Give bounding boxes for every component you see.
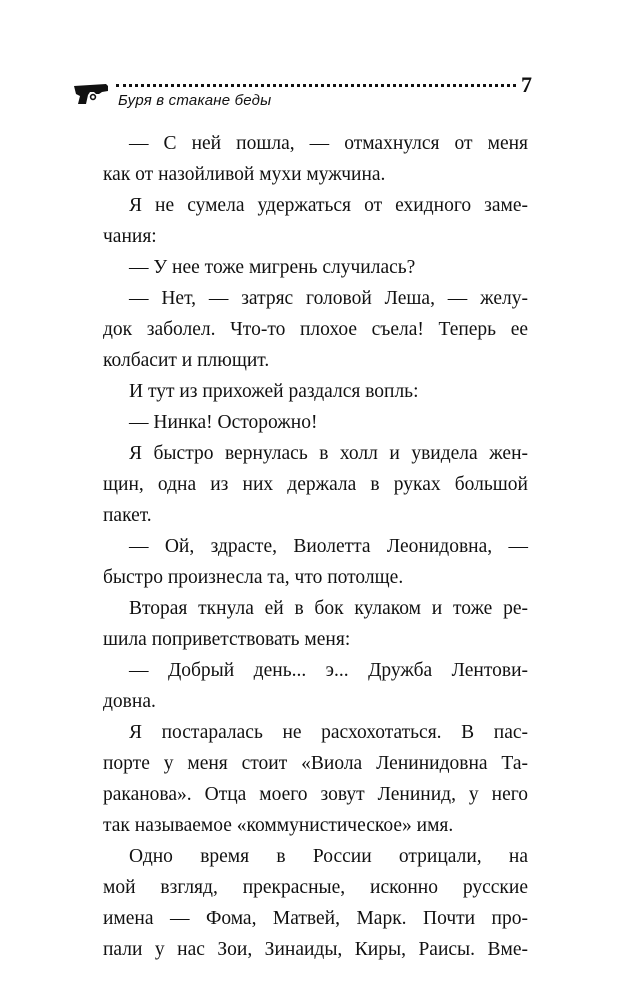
text-line: — У нее тоже мигрень случилась? (129, 257, 416, 278)
text-line: Я постаралась не расхохотаться. В пас- (129, 722, 528, 743)
text-line: Одно время в России отрицали, на (129, 846, 528, 867)
text-line: — Ой, здрасте, Виолетта Леонидовна, — (129, 536, 528, 557)
text-line: — Добрый день... э... Дружба Лентови- (129, 660, 528, 681)
text-line: быстро произнесла та, что потолще. (103, 567, 404, 588)
text-line: И тут из прихожей раздался вопль: (129, 381, 419, 402)
text-line: шила поприветствовать меня: (103, 629, 351, 650)
page-header (72, 72, 532, 116)
text-line: мой взгляд, прекрасные, исконно русские (103, 877, 528, 898)
pistol-icon (72, 80, 110, 106)
text-line: щин, одна из них держала в руках большой (103, 474, 528, 495)
text-line: док заболел. Что-то плохое съела! Теперь ее (103, 319, 528, 340)
text-line: раканова». Отца моего зовут Ленинид, у него (103, 784, 528, 805)
text-line: порте у меня стоит «Виола Ленинидовна Та- (103, 753, 528, 774)
body-text (103, 128, 528, 965)
text-line: — Нинка! Осторожно! (129, 412, 318, 433)
page-number: 7 (521, 72, 532, 97)
text-line: колбасит и плющит. (103, 350, 270, 371)
text-line: Я не сумела удержаться от ехидного заме- (129, 195, 528, 216)
header-dotted-rule (116, 84, 516, 87)
text-line: — Нет, — затряс головой Леша, — желу- (129, 288, 528, 309)
text-line: довна. (103, 691, 156, 712)
text-line: пали у нас Зои, Зинаиды, Киры, Раисы. Вме- (103, 939, 528, 960)
text-line: чания: (103, 226, 157, 247)
text-line: Вторая ткнула ей в бок кулаком и тоже ре- (129, 598, 528, 619)
running-title: Буря в стакане беды (118, 92, 272, 109)
text-line: так называемое «коммунистическое» имя. (103, 815, 454, 836)
text-line: пакет. (103, 505, 152, 526)
text-line: имена — Фома, Матвей, Марк. Почти про- (103, 908, 528, 929)
text-line: Я быстро вернулась в холл и увидела жен- (129, 443, 528, 464)
text-line: как от назойливой мухи мужчина. (103, 164, 386, 185)
text-line: — С ней пошла, — отмахнулся от меня (129, 133, 528, 154)
